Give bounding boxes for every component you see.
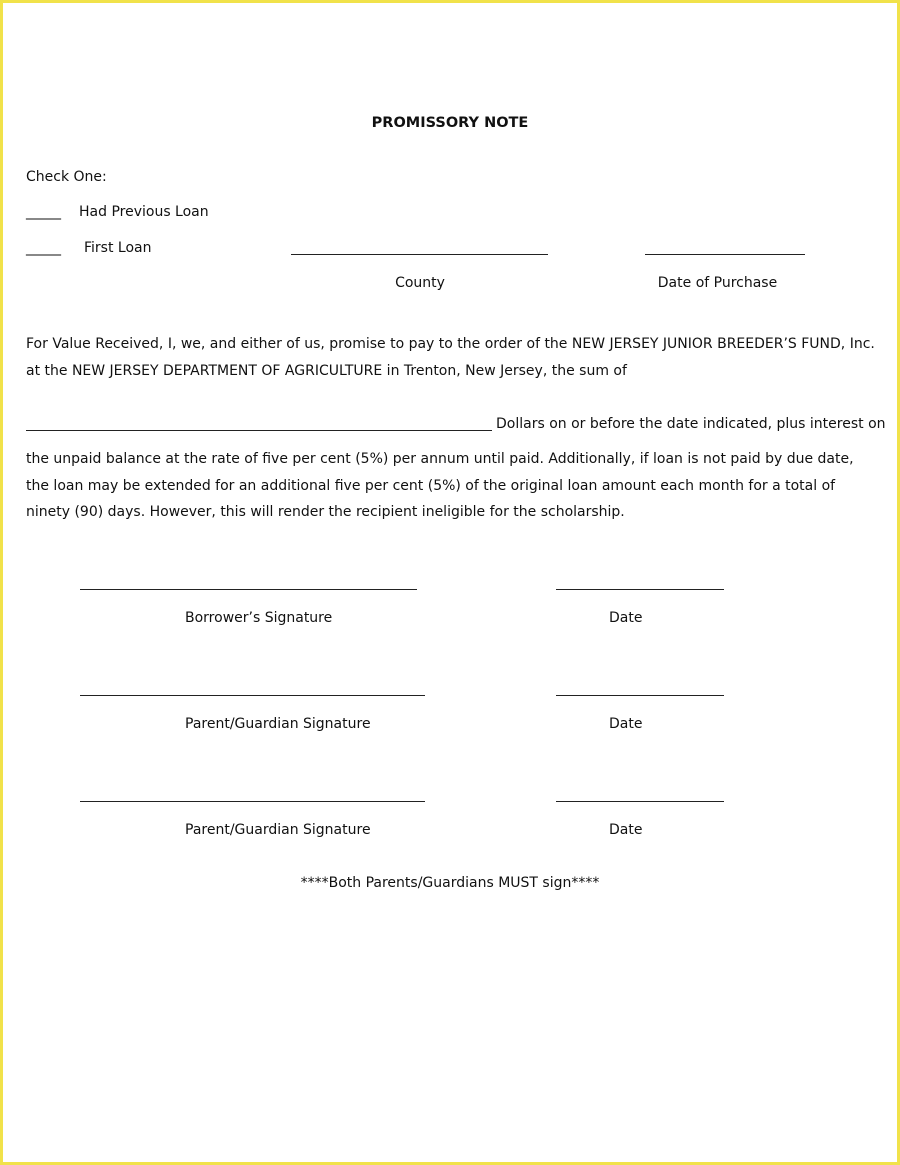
- first-loan-blank[interactable]: _____: [26, 240, 61, 256]
- interest-terms-paragraph: the unpaid balance at the rate of five per cent (5%) per annum until paid. Additionally, if loan is not paid by due date, the loan may be extended for an additional five per cent (5%) of the original loan amount each month for a total of ninety (90) days. However, this will render the recipient ineligible for the scholarship.: [26, 451, 854, 520]
- parent-guardian-signature-label-1: Parent/Guardian Signature: [185, 716, 371, 732]
- parent-guardian-date-label-2: Date: [609, 822, 643, 838]
- dollars-text: Dollars on or before the date indicated, plus interest on: [496, 416, 886, 432]
- borrower-signature-label: Borrower’s Signature: [185, 610, 333, 626]
- parent-guardian-signature-label-2: Parent/Guardian Signature: [185, 822, 371, 838]
- first-loan-label: First Loan: [84, 240, 152, 256]
- document-title: PROMISSORY NOTE: [371, 115, 529, 131]
- county-line[interactable]: [291, 254, 548, 255]
- parent-guardian-date-line-1[interactable]: [556, 695, 724, 696]
- had-previous-loan-label: Had Previous Loan: [79, 204, 209, 220]
- loan-amount-line[interactable]: [26, 430, 492, 431]
- check-one-heading: Check One:: [26, 169, 107, 185]
- borrower-date-line[interactable]: [556, 589, 724, 590]
- date-of-purchase-label: Date of Purchase: [657, 275, 778, 291]
- agreement-paragraph: For Value Received, I, we, and either of us, promise to pay to the order of the NEW JERSEY JUNIOR BREEDER’S FUND, Inc. at the NEW JERSEY DEPARTMENT OF AGRICULTURE in Trenton, New Jersey, the sum of: [26, 336, 875, 379]
- parent-guardian-signature-line-2[interactable]: [80, 801, 425, 802]
- parent-guardian-date-label-1: Date: [609, 716, 643, 732]
- parent-guardian-date-line-2[interactable]: [556, 801, 724, 802]
- date-of-purchase-line[interactable]: [645, 254, 805, 255]
- parent-guardian-signature-line-1[interactable]: [80, 695, 425, 696]
- borrower-signature-line[interactable]: [80, 589, 417, 590]
- borrower-date-label: Date: [609, 610, 643, 626]
- both-parents-must-sign-note: ****Both Parents/Guardians MUST sign****: [300, 875, 600, 891]
- had-previous-loan-blank[interactable]: _____: [26, 204, 61, 220]
- county-label: County: [395, 275, 445, 291]
